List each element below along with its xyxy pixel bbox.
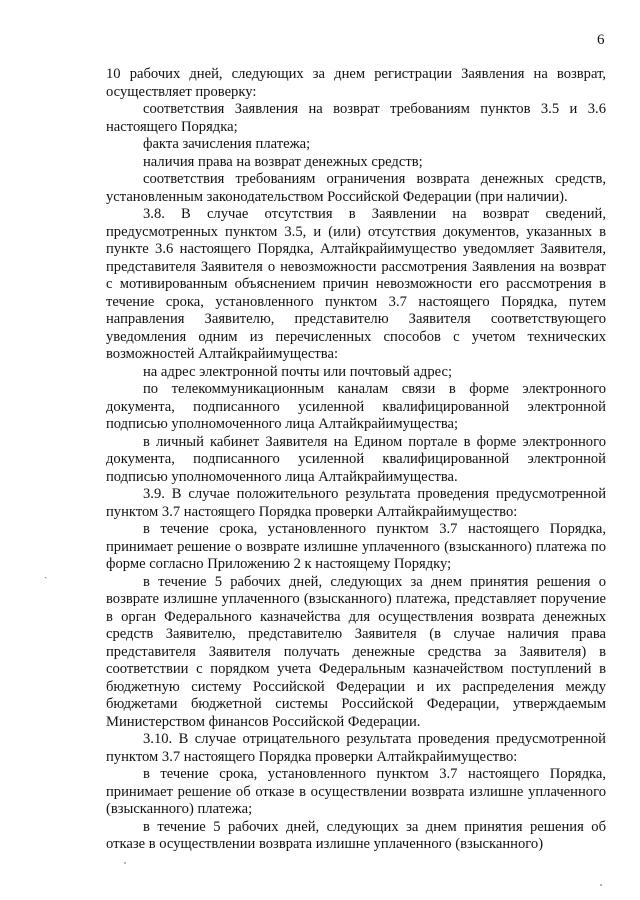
paragraph: в личный кабинет Заявителя на Едином портале в форме электронного документа, подписанного усиленной квалифицированной электронной подписью уполномоченного лица Алтайкрайимущества. [106,433,606,485]
paragraph: 3.10. В случае отрицательного результата проведения предусмотренной пунктом 3.7 настоящего Порядка проверки Алтайкрайимущество: [106,731,606,765]
paragraph: соответствия Заявления на возврат требованиям пунктов 3.5 и 3.6 настоящего Порядка; [106,101,606,135]
scan-speck [600,884,602,886]
paragraph: наличия права на возврат денежных средств; [143,153,423,170]
page-number: 6 [597,32,605,48]
paragraph: факта зачисления платежа; [143,136,311,152]
scan-speck: ˎ [44,568,48,579]
paragraph: на адрес электронной почты или почтовый адрес; [143,363,453,380]
paragraph: в течение срока, установленного пунктом 3.7 настоящего Порядка, принимает решение об отказе в осуществлении возврата излишне уплаченного (взысканного) платежа; [106,766,606,817]
scan-speck [124,862,126,864]
paragraph: по телекоммуникационным каналам связи в форме электронного документа, подписанного усиленной квалифицированной электронной подписью уполномоченного лица Алтайкрайимущества; [106,381,606,432]
paragraph: в течение 5 рабочих дней, следующих за днем принятия решения об отказе в осуществлении возврата излишне уплаченного (взысканного) [106,818,606,852]
paragraph: 10 рабочих дней, следующих за днем регистрации Заявления на возврат, осуществляет проверку: [106,66,606,100]
paragraph: в течение 5 рабочих дней, следующих за днем принятия решения о возврате излишне уплаченного (взысканного) платежа, представляет поручение в орган Федерального казначейства для осуществления возврата денежных средств Заявителю, представителю Заявителя (в случае наличия права представителя Заявителя получать денежные средства за Заявителя) в соответствии с порядком учета Федеральным казначейством поступлений в бюджетную систему Российской Федерации и их распределения между бюджетами бюджетной системы Российской Федерации, утверждаемым Министерством финансов Российской Федерации. [106,573,606,730]
paragraph: соответствия требованиям ограничения возврата денежных средств, установленным законодательством Российской Федерации (при наличии). [106,171,606,205]
paragraph: 3.8. В случае отсутствия в Заявлении на возврат сведений, предусмотренных пунктом 3.5, и (или) отсутствия документов, указанных в пункте 3.6 настоящего Порядка, Алтайкрайимущество уведомляет Заявителя, представителя Заявителя о невозможности рассмотрения Заявления на возврат с мотивированным объяснением причин невозможности его рассмотрения в течение срока, установленного пунктом 3.7 настоящего Порядка, путем направления Заявителю, представителю Заявителя соответствующего уведомления одним из перечисленных способов с учетом технических возможностей Алтайкрайимущества: [106,206,606,362]
paragraph: 3.9. В случае положительного результата проведения предусмотренной пунктом 3.7 настоящего Порядка проверки Алтайкрайимущество: [106,486,606,520]
document-body [106,66,606,854]
paragraph: в течение срока, установленного пунктом 3.7 настоящего Порядка, принимает решение о возврате излишне уплаченного (взысканного) платежа по форме согласно Приложению 2 к настоящему Порядку; [106,521,606,572]
